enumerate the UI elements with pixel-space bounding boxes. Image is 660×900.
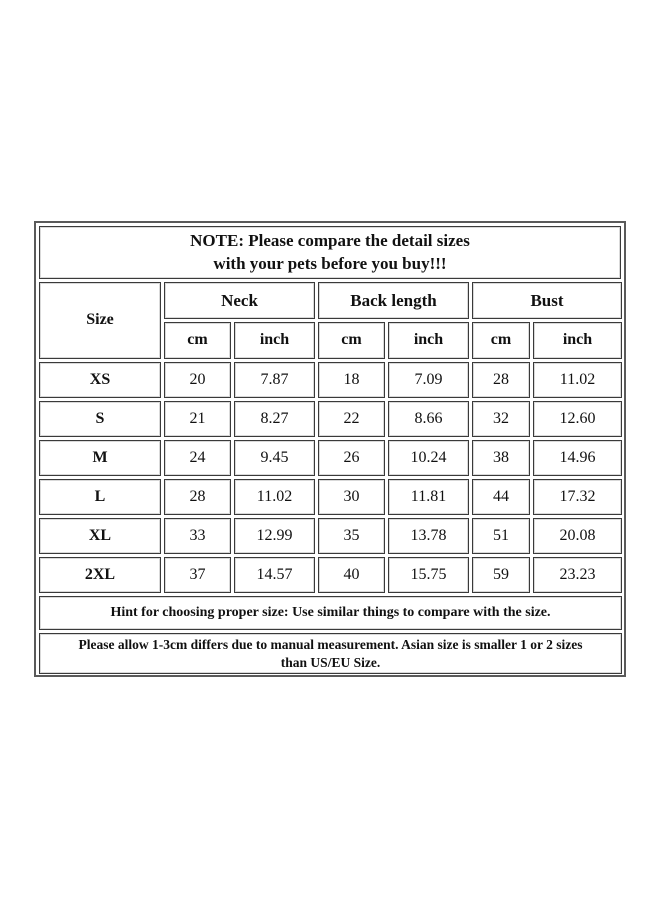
row-size: S xyxy=(95,409,105,427)
cell-value: 13.78 xyxy=(410,526,447,544)
bust-cm-cell xyxy=(472,440,530,476)
bust-inch-cell xyxy=(533,518,622,554)
cell-value: 11.02 xyxy=(559,370,596,388)
neck-header xyxy=(164,282,315,319)
row-size: L xyxy=(94,487,106,505)
size-header xyxy=(39,282,161,359)
cell-value: 15.75 xyxy=(410,565,447,583)
bust-inch-cell xyxy=(533,362,622,398)
cell-value: 28 xyxy=(189,487,206,505)
neck-inch-cell xyxy=(234,557,315,593)
bust-inch-cell xyxy=(533,440,622,476)
cell-value: 17.32 xyxy=(559,487,596,505)
cell-value: 12.99 xyxy=(256,526,293,544)
back-length-header xyxy=(318,282,469,319)
note-banner xyxy=(39,226,621,279)
cell-value: 23.23 xyxy=(559,565,596,583)
back-inch-header xyxy=(388,322,469,359)
row-size-cell xyxy=(39,362,161,398)
neck-cm-header xyxy=(164,322,231,359)
bust-cm-cell xyxy=(472,479,530,515)
bust-header xyxy=(472,282,622,319)
bust-cm-cell xyxy=(472,401,530,437)
neck-header-label: Neck xyxy=(221,290,258,310)
unit-label: inch xyxy=(562,331,593,349)
cell-value: 35 xyxy=(343,526,360,544)
note-line-1: NOTE: Please compare the detail sizes xyxy=(190,230,470,250)
back-cm-cell xyxy=(318,479,385,515)
bust-inch-cell xyxy=(533,557,622,593)
back-cm-cell xyxy=(318,401,385,437)
bust-cm-cell xyxy=(472,557,530,593)
cell-value: 30 xyxy=(343,487,360,505)
cell-value: 11.81 xyxy=(410,487,447,505)
neck-cm-cell xyxy=(164,518,231,554)
row-size: XL xyxy=(88,526,112,544)
neck-inch-cell xyxy=(234,362,315,398)
size-hint xyxy=(39,596,622,630)
cell-value: 38 xyxy=(493,448,509,466)
cell-value: 18 xyxy=(343,370,360,388)
cell-value: 22 xyxy=(343,409,360,427)
size-chart-table xyxy=(34,221,626,677)
back-inch-cell xyxy=(388,440,469,476)
back-inch-cell xyxy=(388,479,469,515)
bust-cm-cell xyxy=(472,518,530,554)
back-cm-header xyxy=(318,322,385,359)
cell-value: 20 xyxy=(189,370,206,388)
row-size-cell xyxy=(39,401,161,437)
cell-value: 40 xyxy=(343,565,360,583)
unit-label: cm xyxy=(341,331,362,349)
neck-cm-cell xyxy=(164,557,231,593)
cell-value: 59 xyxy=(493,565,509,583)
row-size: 2XL xyxy=(84,565,116,583)
note-line-2: with your pets before you buy!!! xyxy=(213,253,447,273)
cell-value: 24 xyxy=(189,448,206,466)
cell-value: 26 xyxy=(343,448,360,466)
cell-value: 20.08 xyxy=(559,526,596,544)
cell-value: 7.09 xyxy=(414,370,443,388)
back-inch-cell xyxy=(388,362,469,398)
cell-value: 11.02 xyxy=(256,487,293,505)
bust-header-label: Bust xyxy=(530,290,564,310)
cell-value: 21 xyxy=(189,409,206,427)
size-header-label: Size xyxy=(86,311,114,329)
back-inch-cell xyxy=(388,518,469,554)
cell-value: 10.24 xyxy=(410,448,447,466)
cell-value: 9.45 xyxy=(260,448,289,466)
neck-inch-cell xyxy=(234,401,315,437)
row-size: XS xyxy=(89,370,111,388)
cell-value: 8.66 xyxy=(414,409,443,427)
back-cm-cell xyxy=(318,362,385,398)
neck-cm-cell xyxy=(164,362,231,398)
neck-inch-header xyxy=(234,322,315,359)
back-cm-cell xyxy=(318,557,385,593)
back-cm-cell xyxy=(318,440,385,476)
back-inch-cell xyxy=(388,401,469,437)
unit-label: cm xyxy=(490,331,512,349)
cell-value: 37 xyxy=(189,565,206,583)
cell-value: 7.87 xyxy=(260,370,289,388)
bust-inch-cell xyxy=(533,401,622,437)
row-size-cell xyxy=(39,479,161,515)
neck-inch-cell xyxy=(234,440,315,476)
neck-cm-cell xyxy=(164,401,231,437)
neck-cm-cell xyxy=(164,440,231,476)
cell-value: 33 xyxy=(189,526,206,544)
bust-cm-header xyxy=(472,322,530,359)
unit-label: inch xyxy=(259,331,290,349)
cell-value: 14.57 xyxy=(256,565,293,583)
disclaimer-line-1: Please allow 1-3cm differs due to manual measurement. Asian size is smaller 1 or 2 sizes xyxy=(78,636,583,652)
bust-cm-cell xyxy=(472,362,530,398)
row-size-cell xyxy=(39,440,161,476)
cell-value: 32 xyxy=(493,409,509,427)
disclaimer-line-2: than US/EU Size. xyxy=(280,654,381,670)
back-length-header-label: Back length xyxy=(350,290,437,310)
row-size-cell xyxy=(39,557,161,593)
back-inch-cell xyxy=(388,557,469,593)
cell-value: 14.96 xyxy=(559,448,596,466)
measurement-disclaimer xyxy=(39,633,622,674)
bust-inch-header xyxy=(533,322,622,359)
unit-label: cm xyxy=(187,331,208,349)
cell-value: 44 xyxy=(493,487,509,505)
neck-inch-cell xyxy=(234,518,315,554)
row-size-cell xyxy=(39,518,161,554)
size-hint-text: Hint for choosing proper size: Use similar things to compare with the size. xyxy=(110,604,551,620)
neck-inch-cell xyxy=(234,479,315,515)
cell-value: 12.60 xyxy=(559,409,596,427)
bust-inch-cell xyxy=(533,479,622,515)
cell-value: 28 xyxy=(493,370,509,388)
back-cm-cell xyxy=(318,518,385,554)
row-size: M xyxy=(92,448,108,466)
cell-value: 51 xyxy=(493,526,509,544)
unit-label: inch xyxy=(413,331,444,349)
cell-value: 8.27 xyxy=(260,409,289,427)
neck-cm-cell xyxy=(164,479,231,515)
